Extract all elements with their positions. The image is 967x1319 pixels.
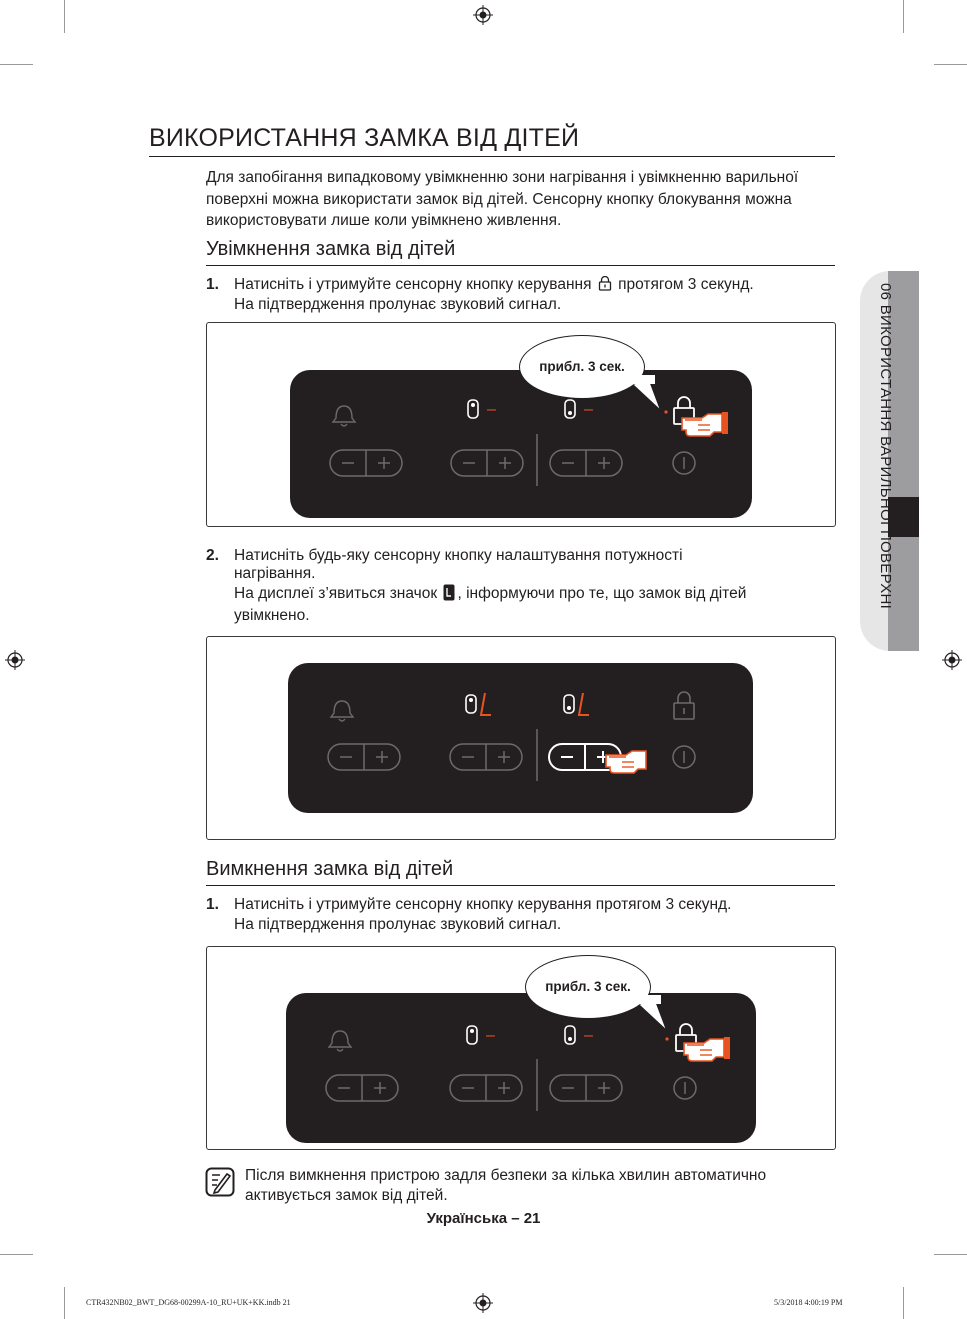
intro-paragraph: Для запобігання випадковому увімкненню зони нагрівання і увімкненню варильної поверхні можна використати замок від дітей. Сенсорну кнопку блокування можна використовувати лише коли увімкнено живлення. [206, 169, 799, 229]
power-icon [673, 452, 695, 474]
zone1-display: – [487, 401, 496, 418]
step-text: увімкнено. [234, 607, 310, 624]
duration-bubble: прибл. 3 сек. [519, 335, 645, 399]
disable-step-1 [206, 895, 831, 939]
step-text: Натисніть і утримуйте сенсорну кнопку керування [234, 276, 592, 293]
bubble-tail [631, 375, 671, 415]
step-number: 1. [206, 896, 219, 913]
section-heading-disable: Вимкнення замка від дітей [206, 858, 454, 880]
zone2-slider [550, 450, 622, 476]
figure-lock-indicator [206, 636, 836, 840]
pointing-hand-icon [606, 751, 646, 773]
lock-display-icon [443, 584, 455, 601]
control-panel-drawing [286, 993, 756, 1143]
crop-mark [934, 64, 967, 65]
zone1-slider [451, 450, 523, 476]
print-meta-left: CTR432NB02_BWT_DG68-00299A-10_RU+UK+KK.indb 21 [86, 1298, 291, 1307]
note-icon [205, 1167, 235, 1197]
zone2-display: – [584, 1027, 593, 1044]
section-rule [206, 265, 835, 266]
step-text: Натисніть будь-яку сенсорну кнопку налаштування потужності [234, 547, 683, 564]
crop-mark [903, 0, 904, 33]
pointing-hand-icon [682, 412, 728, 436]
note-text: Після вимкнення пристрою задля безпеки за кілька хвилин автоматично активується замок від дітей. [245, 1167, 767, 1204]
crop-mark [64, 1287, 65, 1319]
timer-bell-icon [329, 1031, 351, 1051]
power-icon [673, 746, 695, 768]
zone1-slider [450, 1075, 522, 1101]
lock-icon [674, 692, 694, 719]
step-text: На дисплеї з’явиться значок [234, 585, 438, 602]
step-text: , інформуючи про те, що замок від дітей [457, 585, 747, 602]
step-text: На підтвердження пролунає звуковий сигнал. [234, 296, 562, 313]
chapter-tab-label: 06 ВИКОРИСТАННЯ ВАРИЛЬНОЇ ПОВЕРХНІ [877, 283, 894, 610]
title-rule [149, 156, 835, 157]
control-panel [288, 663, 753, 813]
zone1-slider [450, 744, 522, 770]
crop-mark [64, 0, 65, 33]
page-footer: Українська – 21 [426, 1210, 541, 1227]
enable-step-1 [206, 275, 831, 319]
zone1-lock-symbol [481, 693, 491, 715]
duration-bubble: прибл. 3 сек. [525, 955, 651, 1019]
page-title: ВИКОРИСТАННЯ ЗАМКА ВІД ДІТЕЙ [149, 124, 580, 152]
timer-bell-icon [331, 701, 353, 721]
timer-slider [328, 744, 400, 770]
pointing-hand-icon [684, 1037, 730, 1061]
print-meta-right: 5/3/2018 4:00:19 PM [774, 1298, 843, 1307]
crop-mark [903, 1287, 904, 1319]
crop-mark [934, 1254, 967, 1255]
registration-mark-icon [5, 650, 25, 670]
step-number: 2. [206, 547, 219, 564]
step-text: Натисніть і утримуйте сенсорну кнопку керування протягом 3 секунд. [234, 896, 732, 913]
enable-step-2 [206, 546, 831, 626]
section-rule [206, 885, 835, 886]
zone2-lock-symbol [579, 693, 589, 715]
control-panel-drawing [290, 370, 752, 518]
timer-slider [326, 1075, 398, 1101]
control-panel [290, 370, 752, 518]
zone2-display: – [584, 401, 593, 418]
step-number: 1. [206, 276, 219, 293]
section-heading-enable: Увімкнення замка від дітей [206, 238, 456, 260]
bubble-tail [637, 995, 677, 1035]
figure-enable-lock [206, 322, 836, 527]
figure-disable-lock [206, 946, 836, 1150]
registration-mark-icon [942, 650, 962, 670]
zone1-display: – [486, 1027, 495, 1044]
registration-mark-icon [473, 1293, 493, 1313]
registration-mark-icon [473, 5, 493, 25]
timer-bell-icon [333, 406, 355, 426]
zone2-slider [550, 1075, 622, 1101]
lock-icon [598, 276, 612, 291]
power-icon [674, 1077, 696, 1099]
step-text: нагрівання. [234, 565, 316, 582]
control-panel [286, 993, 756, 1143]
timer-slider [330, 450, 402, 476]
crop-mark [0, 1254, 33, 1255]
crop-mark [0, 64, 33, 65]
step-text: На підтвердження пролунає звуковий сигнал. [234, 916, 562, 933]
step-text: протягом 3 секунд. [618, 276, 754, 293]
control-panel-drawing [288, 663, 753, 813]
